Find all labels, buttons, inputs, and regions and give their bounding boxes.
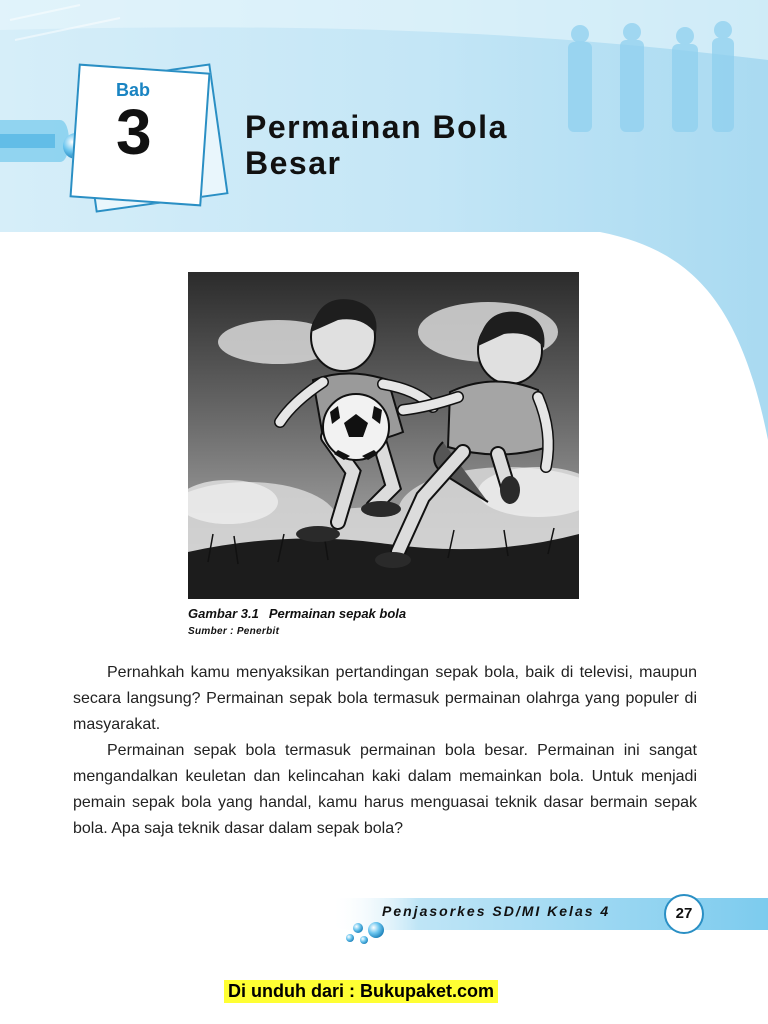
figure-caption-text: Permainan sepak bola [268,606,407,621]
body-text [73,660,697,842]
bubble-icon [360,936,368,944]
soccer-illustration [188,272,579,599]
bubble-icon [368,922,384,938]
figure-source: Sumber : Penerbit [188,626,280,637]
paragraph: Permainan sepak bola termasuk permainan bola besar. Permainan ini sangat mengandalkan keuletan dan kelincahan kaki dalam memainkan bola. Untuk menjadi pemain sepak bola yang handal, kamu harus menguasai teknik dasar bermain sepak bola. Apa saja teknik dasar dalam sepak bola? [73,742,697,837]
soccer-ball-icon [323,394,389,460]
chapter-number: 3 [116,96,152,168]
chapter-title-line: Besar [245,144,342,181]
bubble-icon [346,934,354,942]
figure-caption [188,606,406,621]
page-number: 27 [664,894,704,934]
download-note: Di unduh dari : Bukupaket.com [224,980,498,1003]
chapter-title [245,110,585,182]
footer-band [330,888,768,958]
chapter-title-line: Permainan Bola [245,109,508,145]
bubble-icon [353,923,363,933]
figure-caption-number: Gambar 3.1 [188,606,259,621]
chapter-label: Bab [116,80,151,100]
paragraph: Pernahkah kamu menyaksikan pertandingan sepak bola, baik di televisi, maupun secara langsung? Permainan sepak bola termasuk permainan olahrga yang populer di masyarakat. [73,664,697,733]
book-title: Penjasorkes SD/MI Kelas 4 [382,903,611,919]
